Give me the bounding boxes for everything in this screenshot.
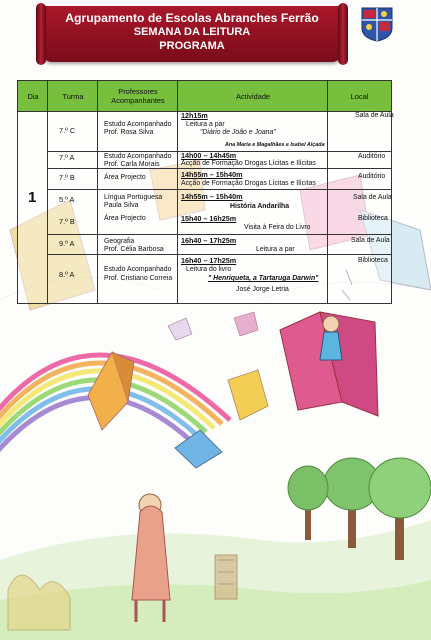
programme-table xyxy=(17,80,392,304)
row3-local: Auditório xyxy=(358,173,386,180)
row1-local: Sala de Aula xyxy=(355,112,394,119)
row2-activity: Acção de Formação Drogas Lícitas e Ilícitas xyxy=(181,160,316,167)
row5-time: 15h40 – 16h25m xyxy=(181,214,237,223)
event-title: SEMANA DA LEITURA xyxy=(133,26,251,38)
grid-line xyxy=(327,81,328,303)
row6-turma: 9.º A xyxy=(59,239,75,248)
row6-local: Sala de Aula xyxy=(351,237,390,244)
row5-prof-line1: Área Projecto xyxy=(104,215,146,222)
row7-prof-line2: Prof. Cristiano Correia xyxy=(104,275,173,282)
school-logo-icon xyxy=(360,6,394,42)
scroll-roll-left xyxy=(36,3,46,65)
grid-line xyxy=(177,81,178,303)
row4-time: 14h55m – 15h40m xyxy=(181,192,243,201)
row7-turma: 8.º A xyxy=(59,270,75,279)
row1-book-authors: Ana Maria e Magalhães e Isabel Alçada xyxy=(225,142,325,148)
row3-activity: Acção de Formação Drogas Lícitas e Ilícitas xyxy=(181,180,316,187)
row-divider xyxy=(47,189,391,190)
row6-time: 16h40 – 17h25m xyxy=(181,236,237,245)
row5-activity: Visita à Feira do Livro xyxy=(244,224,311,231)
row1-turma: 7.º C xyxy=(59,126,76,135)
row2-local: Auditório xyxy=(358,153,386,160)
dia-number: 1 xyxy=(28,189,37,206)
header-professores-line2: Acompanhantes xyxy=(111,96,165,105)
row2-prof-line2: Prof. Carla Morais xyxy=(104,161,160,168)
row4-prof-line2: Paula Silva xyxy=(104,202,139,209)
row4-local: Sala de Aula xyxy=(353,194,392,201)
row7-book-author: José Jorge Letria xyxy=(236,286,289,293)
header-actividade: Actividade xyxy=(235,91,271,101)
header-turma: Turma xyxy=(62,91,84,101)
header-dia: Dia xyxy=(27,91,39,101)
row3-prof-line1: Área Projecto xyxy=(104,174,146,181)
row2-prof-line1: Estudo Acompanhado xyxy=(104,153,172,160)
row4-activity: História Andarilha xyxy=(230,203,290,210)
row4-prof-line1: Língua Portuguesa xyxy=(104,194,163,201)
row7-local: Biblioteca xyxy=(358,257,388,264)
programme-title: PROGRAMA xyxy=(159,40,225,52)
grid-line xyxy=(97,81,98,303)
row1-activity: Leitura a par xyxy=(186,121,225,128)
row1-time: 12h15m xyxy=(181,111,208,120)
row2-turma: 7.º A xyxy=(59,153,75,162)
row7-time: 16h40 – 17h25m xyxy=(181,256,237,265)
row6-prof-line1: Geografia xyxy=(104,238,135,245)
row1-prof-line1: Estudo Acompanhado xyxy=(104,121,172,128)
row1-prof-line2: Prof. Rosa Silva xyxy=(104,129,154,136)
row5-local: Biblioteca xyxy=(358,215,388,222)
row-divider xyxy=(47,254,391,255)
row6-activity: Leitura a par xyxy=(256,246,295,253)
scroll-roll-right xyxy=(338,3,348,65)
row7-prof-line1: Estudo Acompanhado xyxy=(104,266,172,273)
table-header xyxy=(18,81,391,112)
header-banner xyxy=(42,6,342,62)
row6-prof-line2: Prof. Célia Barbosa xyxy=(104,246,164,253)
school-name: Agrupamento de Escolas Abranches Ferrão xyxy=(65,11,319,25)
row3-time: 14h55m – 15h40m xyxy=(181,170,243,179)
header-local: Local xyxy=(350,91,369,101)
row5-turma: 7.º B xyxy=(59,217,75,226)
row4-turma: 5.º A xyxy=(59,195,75,204)
row-divider xyxy=(47,234,391,235)
row3-turma: 7.º B xyxy=(59,173,75,182)
row2-time: 14h00 – 14h45m xyxy=(181,151,237,160)
row1-book-title: "Diário de João e Joana" xyxy=(200,129,276,136)
row-divider xyxy=(47,168,391,169)
header-professores xyxy=(98,81,178,111)
header-professores-line1: Professores xyxy=(118,87,158,96)
grid-line xyxy=(47,81,48,303)
row7-book-title: " Henriqueta, a Tartaruga Darwin" xyxy=(208,275,319,282)
row7-activity: Leitura do livro xyxy=(186,266,232,273)
